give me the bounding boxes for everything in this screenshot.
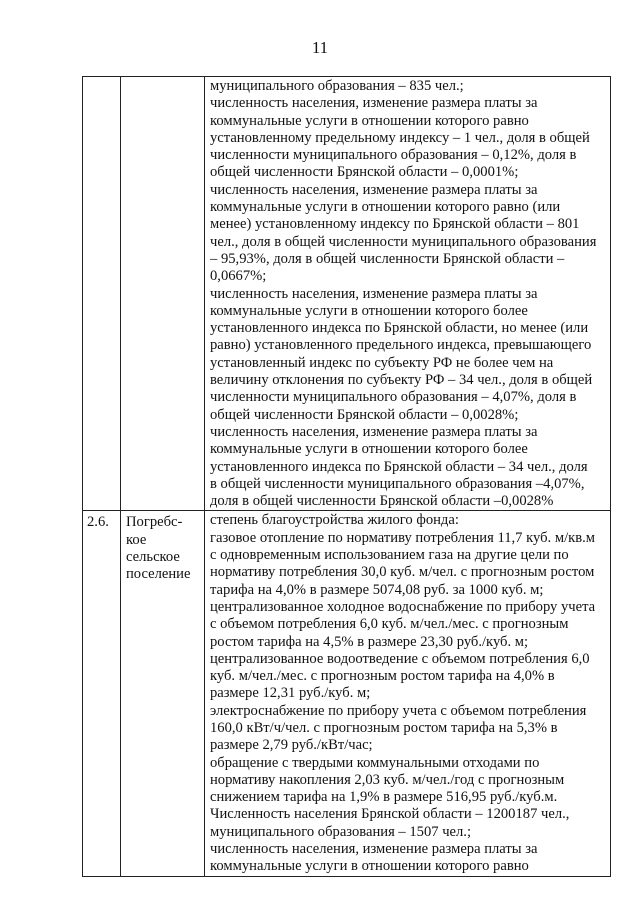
text-line: электроснабжение по прибору учета с объемом потребления [210, 702, 587, 719]
name-line: кое [126, 531, 147, 548]
text-line: чел., доля в общей численности муниципального образования [210, 233, 597, 250]
text-line: куб. м/чел./мес. с прогнозным ростом тарифа на 4,0% в [210, 668, 555, 685]
text-line: численности муниципального образования – 4,07%, доля в [210, 389, 577, 406]
text-line: централизованное холодное водоснабжение по прибору учета [210, 598, 596, 615]
text-line: общей численности Брянской области – 0,0028%; [210, 406, 519, 423]
page-number: 11 [311, 38, 329, 57]
name-line: сельское [126, 549, 180, 566]
text-line: ростом тарифа на 4,5% в размере 23,30 руб./куб. м; [210, 633, 529, 650]
text-line: размере 2,79 руб./кВт/час; [210, 737, 373, 754]
text-line: с одновременным использованием газа на другие цели по [210, 547, 569, 564]
table-row [83, 77, 611, 511]
text-line: установленного индекса по Брянской области – 34 чел., доля [210, 458, 588, 475]
text-line: газовое отопление по нормативу потребления 11,7 куб. м/кв.м [210, 529, 595, 546]
text-line: коммунальные услуги в отношении которого равно [210, 112, 529, 129]
tariff-table [82, 76, 611, 877]
text-line: численности муниципального образования – 0,12%, доля в [210, 147, 577, 164]
text-line: нормативу накопления 2,03 куб. м/чел./год с прогнозным [210, 771, 565, 788]
row-description [205, 77, 611, 511]
text-line: численность населения, изменение размера платы за [210, 423, 538, 440]
text-line: в общей численности муниципального образования –4,07%, [210, 475, 585, 492]
text-line: тарифа на 4,0% в размере 5074,08 руб. за 1000 куб. м; [210, 581, 544, 598]
text-line: муниципального образования – 1507 чел.; [210, 823, 472, 840]
text-line: установленного индекса по Брянской области, но менее (или [210, 320, 589, 337]
text-line: степень благоустройства жилого фонда: [210, 512, 459, 529]
text-line: общей численности Брянской области – 0,0001%; [210, 164, 519, 181]
text-line: муниципального образования – 835 чел.; [210, 78, 464, 94]
municipality-name [121, 77, 205, 511]
row-number [83, 77, 121, 511]
text-line: централизованное водоотведение с объемом потребления 6,0 [210, 650, 590, 667]
text-line: численность населения, изменение размера платы за [210, 95, 538, 112]
row-description [205, 511, 611, 876]
text-line: коммунальные услуги в отношении которого более [210, 441, 528, 458]
text-line: коммунальные услуги в отношении которого равно (или [210, 199, 561, 216]
text-line: численность населения, изменение размера платы за [210, 285, 538, 302]
municipality-name [121, 511, 205, 876]
text-line: снижением тарифа на 1,9% в размере 516,95 руб./куб.м. [210, 789, 558, 806]
text-line: величину отклонения по субъекту РФ – 34 чел., доля в общей [210, 372, 593, 389]
text-line: обращение с твердыми коммунальными отходами по [210, 754, 540, 771]
text-line: 0,0667%; [210, 268, 267, 285]
text-line: коммунальные услуги в отношении которого равно [210, 858, 529, 875]
text-line: 160,0 кВт/ч/чел. с прогнозным ростом тарифа на 5,3% в [210, 719, 558, 736]
table-row [83, 511, 611, 876]
text-line: равно) установленного предельного индекса, превышающего [210, 337, 592, 354]
row-number: 2.6. [83, 511, 121, 876]
text-line: размере 12,31 руб./куб. м; [210, 685, 371, 702]
text-line: менее) установленному индексу по Брянской области – 801 [210, 216, 580, 233]
name-line: Погребс- [126, 514, 183, 531]
text-line: установленный индекс по субъекту РФ не более чем на [210, 354, 554, 371]
text-line: численность населения, изменение размера платы за [210, 841, 538, 858]
text-line: численность населения, изменение размера платы за [210, 181, 538, 198]
text-line: коммунальные услуги в отношении которого более [210, 302, 528, 319]
text-line: – 95,93%, доля в общей численности Брянской области – [210, 250, 565, 267]
name-line: поселение [126, 566, 191, 583]
text-line: Численность населения Брянской области – 1200187 чел., [210, 806, 570, 823]
text-line: нормативу потребления 30,0 куб. м/чел. с прогнозным ростом [210, 564, 595, 581]
text-line: доля в общей численности Брянской области –0,0028% [210, 493, 554, 510]
text-line: установленному предельному индексу – 1 чел., доля в общей [210, 129, 590, 146]
text-line: с объемом потребления 6,0 куб. м/чел./мес. с прогнозным [210, 616, 569, 633]
